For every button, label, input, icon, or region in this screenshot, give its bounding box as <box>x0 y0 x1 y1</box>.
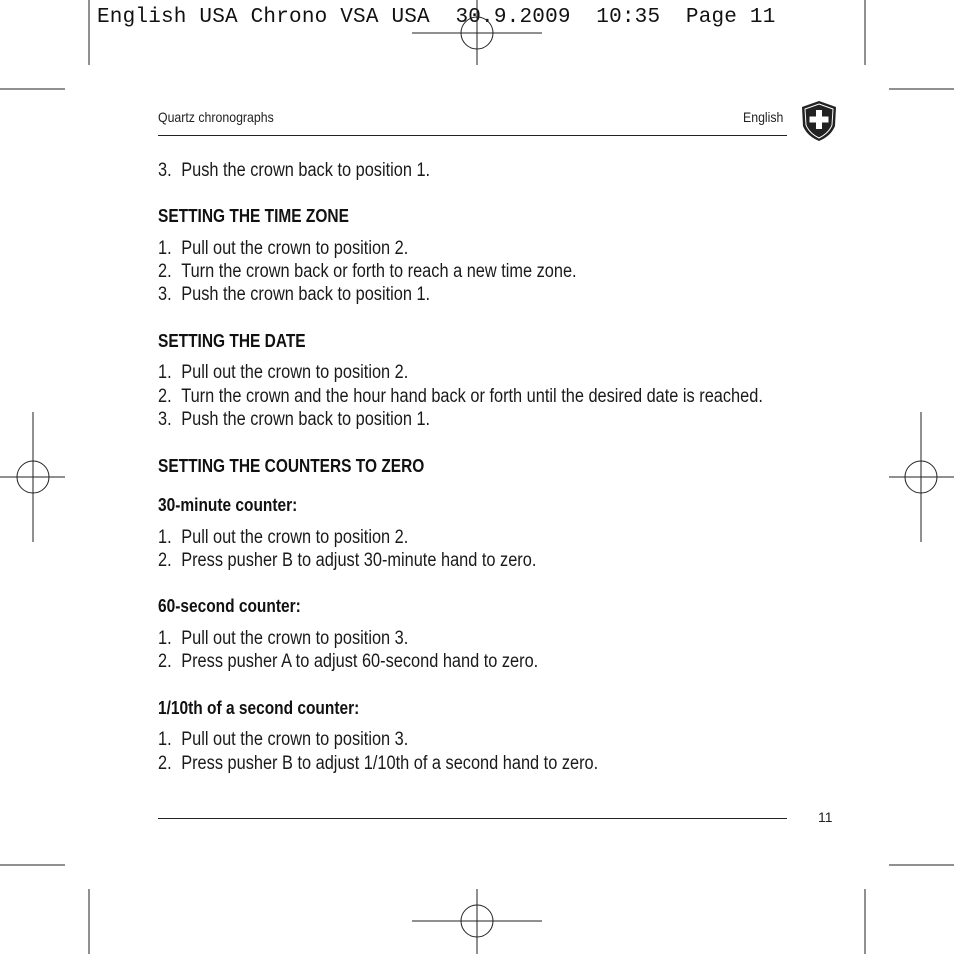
minute30-step-1: 1. Pull out the crown to position 2. <box>158 527 409 548</box>
intro-step: 3. Push the crown back to position 1. <box>158 160 431 181</box>
header-rule <box>158 135 787 136</box>
swiss-cross-shield-icon <box>800 100 838 142</box>
print-slug: English USA Chrono VSA USA 30.9.2009 10:35 Page 11 <box>97 6 776 29</box>
subheading-tenth-second: 1/10th of a second counter: <box>158 698 360 718</box>
heading-date: SETTING THE DATE <box>158 331 306 351</box>
running-header-title: Quartz chronographs <box>158 109 274 125</box>
date-step-1: 1. Pull out the crown to position 2. <box>158 362 409 383</box>
page-number: 11 <box>818 809 833 825</box>
subheading-30-minute: 30-minute counter: <box>158 495 298 515</box>
time-zone-step-3: 3. Push the crown back to position 1. <box>158 284 431 305</box>
date-step-3: 3. Push the crown back to position 1. <box>158 409 431 430</box>
tenth-step-1: 1. Pull out the crown to position 3. <box>158 729 409 750</box>
minute30-step-2: 2. Press pusher B to adjust 30-minute hand to zero. <box>158 550 537 571</box>
time-zone-step-2: 2. Turn the crown back or forth to reach a new time zone. <box>158 261 577 282</box>
running-header-language: English <box>743 109 784 125</box>
heading-counters: SETTING THE COUNTERS TO ZERO <box>158 456 425 476</box>
date-step-2: 2. Turn the crown and the hour hand back or forth until the desired date is reached. <box>158 386 763 407</box>
tenth-step-2: 2. Press pusher B to adjust 1/10th of a second hand to zero. <box>158 753 599 774</box>
second60-step-2: 2. Press pusher A to adjust 60-second hand to zero. <box>158 651 539 672</box>
time-zone-step-1: 1. Pull out the crown to position 2. <box>158 238 409 259</box>
heading-time-zone: SETTING THE TIME ZONE <box>158 206 349 226</box>
subheading-60-second: 60-second counter: <box>158 596 301 616</box>
footer-rule <box>158 818 787 819</box>
second60-step-1: 1. Pull out the crown to position 3. <box>158 628 409 649</box>
